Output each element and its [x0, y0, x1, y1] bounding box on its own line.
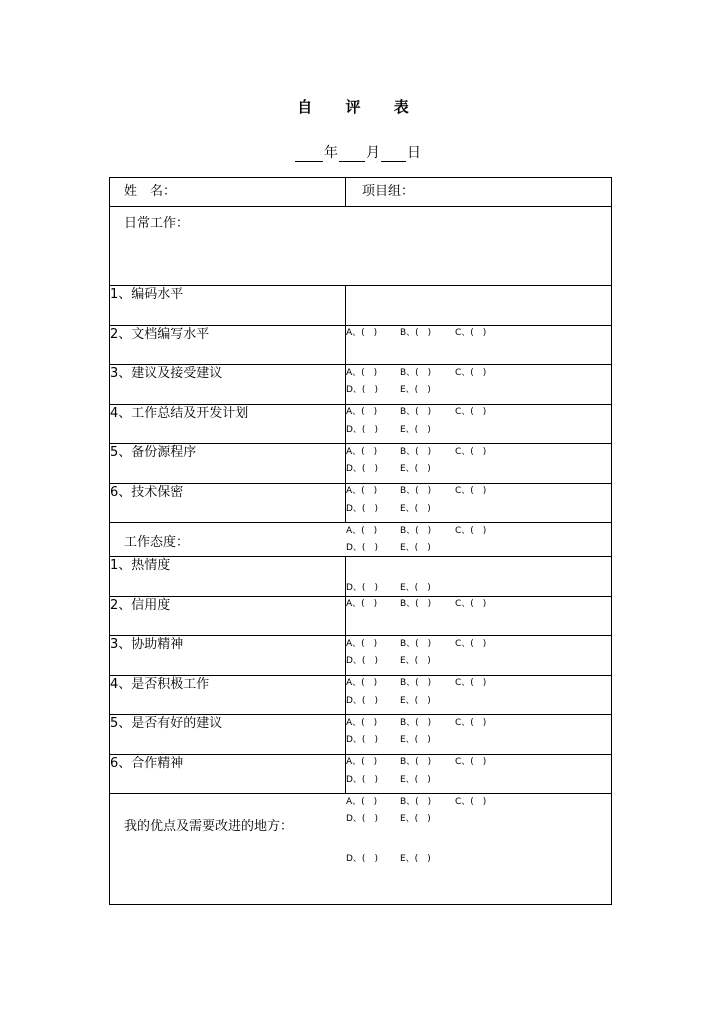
option-d[interactable]: D、( ) — [346, 774, 378, 785]
option-a[interactable]: A、( ) — [346, 328, 378, 338]
option-e[interactable]: E、( ) — [400, 385, 431, 395]
group-field[interactable] — [346, 178, 611, 206]
option-c[interactable]: C、( ) — [455, 525, 487, 536]
option-d[interactable]: D、( ) — [346, 543, 378, 553]
option-c[interactable]: C、( ) — [455, 599, 487, 609]
option-c[interactable]: C、( ) — [455, 638, 487, 649]
rating-options — [346, 636, 611, 745]
option-c[interactable]: C、( ) — [455, 367, 487, 378]
option-a[interactable]: A、( ) — [346, 599, 378, 609]
item-label: 4、工作总结及开发计划 — [110, 405, 346, 444]
option-c[interactable]: C、( ) — [455, 796, 487, 807]
option-b[interactable]: B、( ) — [400, 446, 432, 457]
rating-options — [346, 286, 611, 395]
year-label: 年 — [324, 145, 338, 161]
rating-options-line-1 — [346, 793, 611, 812]
rating-options — [346, 484, 611, 593]
item-label: 2、文档编写水平 — [110, 326, 346, 365]
month-label: 月 — [366, 145, 380, 161]
item-label: 6、技术保密 — [110, 484, 346, 523]
option-e[interactable]: E、( ) — [400, 853, 431, 864]
name-field[interactable] — [110, 178, 346, 207]
option-a[interactable]: A、( ) — [346, 717, 378, 728]
rating-options — [346, 326, 611, 435]
day-blank[interactable] — [381, 147, 406, 162]
option-c[interactable]: C、( ) — [455, 486, 487, 496]
evaluation-form — [109, 177, 612, 905]
header-row — [110, 178, 611, 207]
daily-work-label: 日常工作： — [124, 216, 190, 231]
date-line — [295, 142, 422, 162]
name-label: 姓 名： — [124, 183, 177, 199]
option-e[interactable]: E、( ) — [400, 656, 431, 666]
option-d[interactable]: D、( ) — [346, 503, 378, 514]
rating-options — [346, 597, 611, 706]
option-a[interactable]: A、( ) — [346, 757, 378, 767]
option-b[interactable]: B、( ) — [400, 328, 432, 338]
day-label: 日 — [407, 145, 421, 161]
rating-options — [346, 557, 611, 666]
option-b[interactable]: B、( ) — [400, 757, 432, 767]
rating-options — [346, 365, 611, 474]
item-label: 6、合作精神 — [110, 755, 346, 794]
item-label: 5、备份源程序 — [110, 444, 346, 483]
option-e[interactable]: E、( ) — [400, 695, 431, 706]
rating-options — [346, 676, 611, 785]
option-d[interactable]: D、( ) — [346, 814, 378, 824]
option-c[interactable]: C、( ) — [455, 757, 487, 767]
daily-work-section — [110, 207, 611, 286]
option-b[interactable]: B、( ) — [400, 638, 432, 649]
option-a[interactable]: A、( ) — [346, 796, 378, 807]
option-a[interactable]: A、( ) — [346, 486, 378, 496]
option-a[interactable]: A、( ) — [346, 407, 378, 417]
option-c[interactable]: C、( ) — [455, 446, 487, 457]
option-d[interactable]: D、( ) — [346, 424, 378, 435]
option-b[interactable]: B、( ) — [400, 367, 432, 378]
item-label: 1、热情度 — [110, 557, 346, 596]
improvement-label: 我的优点及需要改进的地方： — [124, 819, 294, 834]
option-c[interactable]: C、( ) — [455, 717, 487, 728]
option-b[interactable]: B、( ) — [400, 525, 432, 536]
option-e[interactable]: E、( ) — [400, 424, 431, 435]
option-d[interactable]: D、( ) — [346, 695, 378, 706]
option-a[interactable]: A、( ) — [346, 367, 378, 378]
item-label: 5、是否有好的建议 — [110, 715, 346, 754]
option-d[interactable]: D、( ) — [346, 735, 378, 745]
option-a[interactable]: A、( ) — [346, 678, 378, 688]
rating-options-line-1 — [346, 522, 611, 541]
item-label: 3、协助精神 — [110, 636, 346, 675]
rating-options — [346, 755, 611, 864]
option-b[interactable]: B、( ) — [400, 599, 432, 609]
option-b[interactable]: B、( ) — [400, 407, 432, 417]
option-d[interactable]: D、( ) — [346, 853, 378, 864]
month-blank[interactable] — [339, 147, 365, 162]
option-c[interactable]: C、( ) — [455, 328, 487, 338]
option-e[interactable]: E、( ) — [400, 582, 431, 593]
option-b[interactable]: B、( ) — [400, 717, 432, 728]
rating-options — [346, 444, 611, 553]
option-e[interactable]: E、( ) — [400, 735, 431, 745]
group-label: 项目组： — [362, 184, 415, 199]
option-a[interactable]: A、( ) — [346, 525, 378, 536]
item-label: 4、是否积极工作 — [110, 676, 346, 715]
option-d[interactable]: D、( ) — [346, 385, 378, 395]
attitude-label: 工作态度： — [124, 535, 190, 550]
rating-options-line-2 — [346, 850, 611, 869]
option-e[interactable]: E、( ) — [400, 543, 431, 553]
year-blank[interactable] — [295, 147, 323, 162]
option-c[interactable]: C、( ) — [455, 407, 487, 417]
option-d[interactable]: D、( ) — [346, 464, 378, 474]
option-c[interactable]: C、( ) — [455, 678, 487, 688]
option-b[interactable]: B、( ) — [400, 678, 432, 688]
item-label: 2、信用度 — [110, 597, 346, 636]
option-d[interactable]: D、( ) — [346, 582, 378, 593]
option-a[interactable]: A、( ) — [346, 638, 378, 649]
rating-options — [346, 405, 611, 514]
item-label: 1、编码水平 — [110, 286, 346, 325]
option-e[interactable]: E、( ) — [400, 464, 431, 474]
option-a[interactable]: A、( ) — [346, 446, 378, 457]
option-b[interactable]: B、( ) — [400, 796, 432, 807]
option-e[interactable]: E、( ) — [400, 774, 431, 785]
option-d[interactable]: D、( ) — [346, 656, 378, 666]
page-title: 自 评 表 — [297, 98, 423, 116]
item-label: 3、建议及接受建议 — [110, 365, 346, 404]
option-b[interactable]: B、( ) — [400, 486, 432, 496]
option-e[interactable]: E、( ) — [400, 503, 431, 514]
rating-options — [346, 715, 611, 824]
option-e[interactable]: E、( ) — [400, 814, 431, 824]
